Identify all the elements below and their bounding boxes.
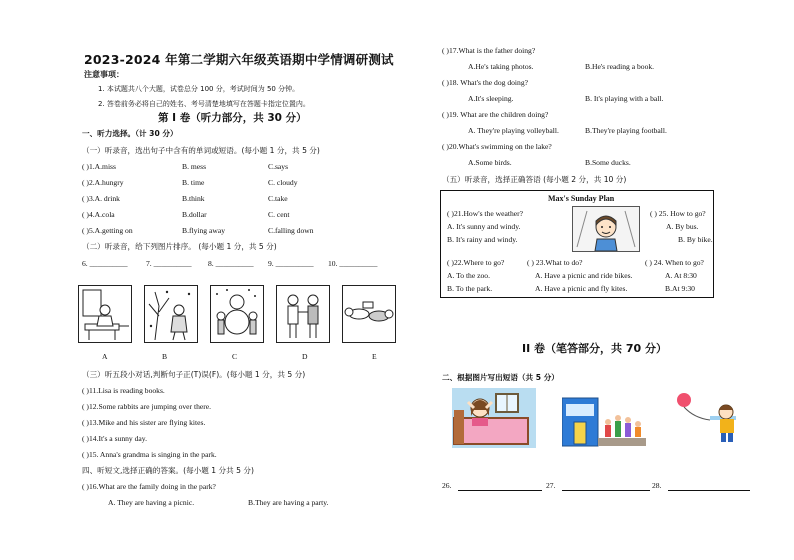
pic-label-d: D: [302, 352, 308, 361]
q17: ( )17.What is the father doing?: [442, 46, 536, 55]
pic-label-a: A: [102, 352, 108, 361]
answer-line-27[interactable]: [562, 490, 650, 491]
q4-c: C. cent: [268, 210, 290, 219]
pic-label-e: E: [372, 352, 377, 361]
q1: ( )1.A.miss: [82, 162, 116, 171]
q1-c: C.says: [268, 162, 289, 171]
notes-heading: 注意事项：: [84, 70, 124, 79]
section2-heading: 二、根据图片写出短语（共 5 分）: [442, 373, 559, 382]
picture-boy-with-balloon: [670, 388, 750, 448]
q4-b: B.dollar: [182, 210, 207, 219]
picture-d-two-people: [276, 285, 330, 343]
q25-option-a: A. By bus.: [666, 222, 699, 231]
plan-title: Max's Sunday Plan: [548, 194, 615, 203]
q22-option-a: A. To the zoo.: [447, 271, 490, 280]
exam-title: 2023-2024 年第二学期六年级英语期中学情调研测试: [84, 52, 394, 67]
section5-instruction: （五）听录音，选择正确答语 (每小题 2 分，共 10 分): [442, 175, 627, 184]
q13: ( )13.Mike and his sister are flying kites.: [82, 418, 206, 427]
picture-e-lying-people: [342, 285, 396, 343]
q5-b: B.flying away: [182, 226, 226, 235]
q18: ( )18. What's the dog doing?: [442, 78, 529, 87]
q17-option-b: B.He's reading a book.: [585, 62, 655, 71]
q16-option-a: A. They are having a picnic.: [108, 498, 195, 507]
section1a-instruction: （一）听录音，选出句子中含有的单词或短语。(每小题 1 分，共 5 分): [82, 146, 320, 155]
q21-option-b: B. It's rainy and windy.: [447, 235, 518, 244]
q5-c: C.falling down: [268, 226, 314, 235]
q18-option-a: A.It's sleeping.: [468, 94, 514, 103]
q2-c: C. cloudy: [268, 178, 298, 187]
q5: ( )5.A.getting on: [82, 226, 133, 235]
picture-people-boarding-bus: [562, 388, 646, 448]
q16-option-b: B.They are having a party.: [248, 498, 329, 507]
q20-option-a: A.Some birds.: [468, 158, 512, 167]
q15: ( )15. Anna's grandma is singing in the park.: [82, 450, 217, 459]
write-label-26: 26.: [442, 481, 452, 490]
note-2: 2. 答卷前务必将自己的姓名、考号清楚地填写在答题卡指定位置内。: [98, 100, 310, 108]
q22-option-b: B. To the park.: [447, 284, 493, 293]
boy-portrait: [573, 207, 639, 251]
pic-label-b: B: [162, 352, 168, 361]
q17-option-a: A.He's taking photos.: [468, 62, 534, 71]
q24-option-b: B.At 9:30: [665, 284, 695, 293]
q25-option-b: B. By bike.: [678, 235, 713, 244]
boy-portrait-frame: [572, 206, 640, 252]
q23-option-b: A. Have a picnic and fly kites.: [535, 284, 628, 293]
blank-7[interactable]: 7. __________: [146, 259, 192, 268]
picture-girl-waking-up: [452, 388, 536, 448]
q21: ( )21.How's the weather?: [447, 209, 524, 218]
q4: ( )4.A.cola: [82, 210, 115, 219]
q12: ( )12.Some rabbits are jumping over there.: [82, 402, 212, 411]
q3-c: C.take: [268, 194, 288, 203]
q11: ( )11.Lisa is reading books.: [82, 386, 165, 395]
write-label-27: 27.: [546, 481, 556, 490]
picture-c-snowman-kids: [210, 285, 264, 343]
q19-option-a: A. They're playing volleyball.: [468, 126, 559, 135]
q18-option-b: B. It's playing with a ball.: [585, 94, 664, 103]
pic-label-c: C: [232, 352, 238, 361]
q2-b: B. time: [182, 178, 205, 187]
picture-b-person-tree: [144, 285, 198, 343]
q19: ( )19. What are the children doing?: [442, 110, 549, 119]
answer-line-28[interactable]: [668, 490, 750, 491]
blank-8[interactable]: 8. __________: [208, 259, 254, 268]
part1-heading: 第 I 卷（听力部分，共 30 分）: [158, 112, 307, 124]
q20-option-b: B.Some ducks.: [585, 158, 631, 167]
q21-option-a: A. It's sunny and windy.: [447, 222, 521, 231]
q23-option-a: A. Have a picnic and ride bikes.: [535, 271, 633, 280]
section1-heading: 一、听力选择。（计 30 分）: [82, 129, 178, 138]
q16: ( )16.What are the family doing in the park?: [82, 482, 216, 491]
answer-line-26[interactable]: [458, 490, 542, 491]
section1c-instruction: （三）听五段小对话,判断句子正(T)误(F)。(每小题 1 分，共 5 分): [82, 370, 306, 379]
q19-option-b: B.They're playing football.: [585, 126, 667, 135]
picture-a-boy-at-desk: [78, 285, 132, 343]
q22: ( )22.Where to go?: [447, 258, 505, 267]
part2-heading: II 卷（笔答部分，共 70 分）: [522, 342, 667, 355]
q1-b: B. mess: [182, 162, 207, 171]
q3: ( )3.A. drink: [82, 194, 120, 203]
blank-10[interactable]: 10. __________: [328, 259, 378, 268]
q3-b: B.think: [182, 194, 205, 203]
q25: ( ) 25. How to go?: [650, 209, 706, 218]
blank-9[interactable]: 9. __________: [268, 259, 314, 268]
write-label-28: 28.: [652, 481, 662, 490]
q23: ( ) 23.What to do?: [527, 258, 583, 267]
q20: ( )20.What's swimming on the lake?: [442, 142, 552, 151]
blank-6[interactable]: 6. __________: [82, 259, 128, 268]
section4-heading: 四、听短文,选择正确的答案。(每小题 1 分共 5 分): [82, 466, 254, 475]
section1b-instruction: （二）听录音，给下列图片排序。 (每小题 1 分，共 5 分): [82, 242, 277, 251]
note-1: 1. 本试题共八个大题，试卷总分 100 分，考试时间为 50 分钟。: [98, 85, 300, 93]
q14: ( )14.It's a sunny day.: [82, 434, 147, 443]
q24: ( ) 24. When to go?: [645, 258, 704, 267]
q24-option-a: A. At 8:30: [665, 271, 697, 280]
q2: ( )2.A.hungry: [82, 178, 124, 187]
